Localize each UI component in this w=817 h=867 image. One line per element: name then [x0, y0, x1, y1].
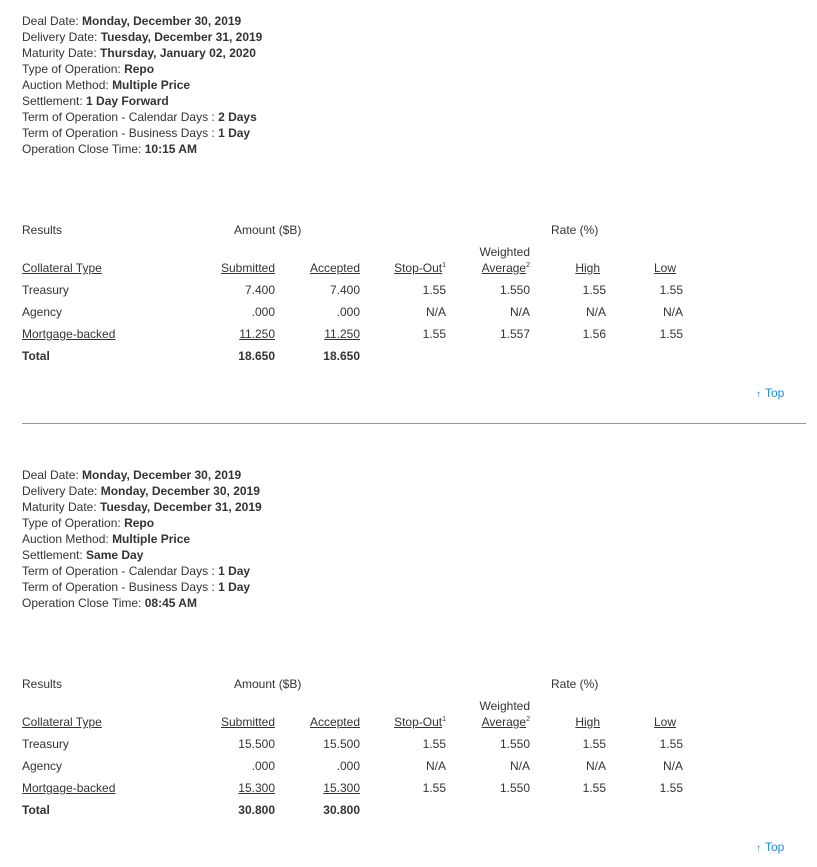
low-cell: N/A — [662, 759, 683, 773]
stop-out-cell: 1.55 — [422, 283, 446, 297]
accepted-cell: 7.400 — [329, 283, 360, 297]
business-days-line: Term of Operation - Business Days : 1 Day — [22, 580, 251, 594]
low-cell: 1.55 — [659, 327, 683, 341]
high-cell: N/A — [585, 305, 606, 319]
amount-group-header: Amount ($B) — [234, 223, 302, 237]
collateral-type-cell: Treasury — [22, 737, 69, 751]
calendar-days-line: Term of Operation - Calendar Days : 1 Day — [22, 564, 251, 578]
weighted-average-cell: 1.550 — [499, 781, 530, 795]
deal-date-line: Deal Date: Monday, December 30, 2019 — [22, 468, 242, 482]
high-cell: 1.55 — [582, 781, 606, 795]
operation-details — [22, 13, 806, 157]
total-label: Total — [22, 349, 50, 363]
high-cell: 1.55 — [582, 283, 606, 297]
arrow-up-icon: ↑ — [756, 843, 761, 854]
results-label: Results — [22, 677, 63, 691]
auction-method-line: Auction Method: Multiple Price — [22, 532, 191, 546]
results-table — [22, 676, 806, 826]
stop-out-header[interactable]: Stop-Out$^1$ — [394, 261, 446, 275]
stop-out-cell: N/A — [425, 305, 446, 319]
stop-out-cell: 1.55 — [422, 327, 446, 341]
collateral-type-cell: Agency — [22, 305, 63, 319]
accepted-header[interactable]: Accepted — [309, 261, 360, 275]
results-table — [22, 222, 806, 372]
rate-group-header: Rate (%) — [551, 677, 599, 691]
delivery-date-line: Delivery Date: Tuesday, December 31, 2019 — [22, 30, 263, 44]
section-divider — [22, 423, 806, 424]
accepted-cell: .000 — [336, 305, 360, 319]
high-cell: 1.55 — [582, 737, 606, 751]
high-cell: 1.56 — [582, 327, 606, 341]
collateral-type-cell: Mortgage-backed — [22, 327, 116, 341]
weighted-average-cell: 1.550 — [499, 737, 530, 751]
operation-type-line: Type of Operation: Repo — [22, 62, 155, 76]
maturity-date-line: Maturity Date: Tuesday, December 31, 2019 — [22, 500, 262, 514]
close-time-line: Operation Close Time: 08:45 AM — [22, 596, 197, 610]
maturity-date-line: Maturity Date: Thursday, January 02, 2020 — [22, 46, 256, 60]
weighted-average-cell: 1.550 — [499, 283, 530, 297]
weighted-header-line1: Weighted — [479, 699, 530, 713]
total-accepted: 30.800 — [323, 803, 360, 817]
operation-type-line: Type of Operation: Repo — [22, 516, 155, 530]
collateral-type-header[interactable]: Collateral Type — [22, 715, 102, 729]
total-label: Total — [22, 803, 50, 817]
accepted-cell: 11.250 — [324, 327, 360, 341]
submitted-cell: .000 — [251, 305, 275, 319]
low-cell: N/A — [662, 305, 683, 319]
arrow-up-icon: ↑ — [756, 389, 761, 400]
collateral-type-cell: Mortgage-backed — [22, 781, 116, 795]
submitted-cell: 15.300 — [238, 781, 275, 795]
low-cell: 1.55 — [659, 781, 683, 795]
auction-method-line: Auction Method: Multiple Price — [22, 78, 191, 92]
total-submitted: 18.650 — [238, 349, 275, 363]
rate-group-header: Rate (%) — [551, 223, 599, 237]
high-cell: N/A — [585, 759, 606, 773]
back-to-top-link[interactable]: ↑ Top — [756, 386, 785, 400]
stop-out-cell: 1.55 — [422, 781, 446, 795]
high-header[interactable]: High — [575, 261, 600, 275]
settlement-line: Settlement: 1 Day Forward — [22, 94, 169, 108]
low-cell: 1.55 — [659, 283, 683, 297]
deal-date-line: Deal Date: Monday, December 30, 2019 — [22, 14, 242, 28]
low-header[interactable]: Low — [653, 715, 676, 729]
low-header[interactable]: Low — [653, 261, 676, 275]
settlement-line: Settlement: Same Day — [22, 548, 144, 562]
calendar-days-line: Term of Operation - Calendar Days : 2 Days — [22, 110, 257, 124]
accepted-header[interactable]: Accepted — [309, 715, 360, 729]
accepted-cell: .000 — [336, 759, 360, 773]
high-header[interactable]: High — [575, 715, 600, 729]
stop-out-header[interactable]: Stop-Out$^1$ — [394, 715, 446, 729]
results-label: Results — [22, 223, 63, 237]
total-submitted: 30.800 — [238, 803, 275, 817]
weighted-header-line1: Weighted — [479, 245, 530, 259]
business-days-line: Term of Operation - Business Days : 1 Day — [22, 126, 251, 140]
collateral-type-header[interactable]: Collateral Type — [22, 261, 102, 275]
submitted-cell: 7.400 — [244, 283, 275, 297]
back-to-top-link[interactable]: ↑ Top — [756, 840, 785, 854]
stop-out-cell: 1.55 — [422, 737, 446, 751]
submitted-header[interactable]: Submitted — [220, 261, 275, 275]
submitted-header[interactable]: Submitted — [220, 715, 275, 729]
amount-group-header: Amount ($B) — [234, 677, 302, 691]
weighted-average-header[interactable]: Average$^2$ — [481, 261, 530, 275]
delivery-date-line: Delivery Date: Monday, December 30, 2019 — [22, 484, 260, 498]
operation-details — [22, 467, 806, 611]
close-time-line: Operation Close Time: 10:15 AM — [22, 142, 197, 156]
collateral-type-cell: Agency — [22, 759, 63, 773]
weighted-average-cell: N/A — [509, 759, 530, 773]
low-cell: 1.55 — [659, 737, 683, 751]
total-accepted: 18.650 — [323, 349, 360, 363]
accepted-cell: 15.300 — [323, 781, 360, 795]
weighted-average-cell: N/A — [509, 305, 530, 319]
stop-out-cell: N/A — [425, 759, 446, 773]
collateral-type-cell: Treasury — [22, 283, 69, 297]
weighted-average-cell: 1.557 — [499, 327, 530, 341]
submitted-cell: 11.250 — [239, 327, 275, 341]
weighted-average-header[interactable]: Average$^2$ — [481, 715, 530, 729]
submitted-cell: 15.500 — [238, 737, 275, 751]
accepted-cell: 15.500 — [323, 737, 360, 751]
submitted-cell: .000 — [251, 759, 275, 773]
